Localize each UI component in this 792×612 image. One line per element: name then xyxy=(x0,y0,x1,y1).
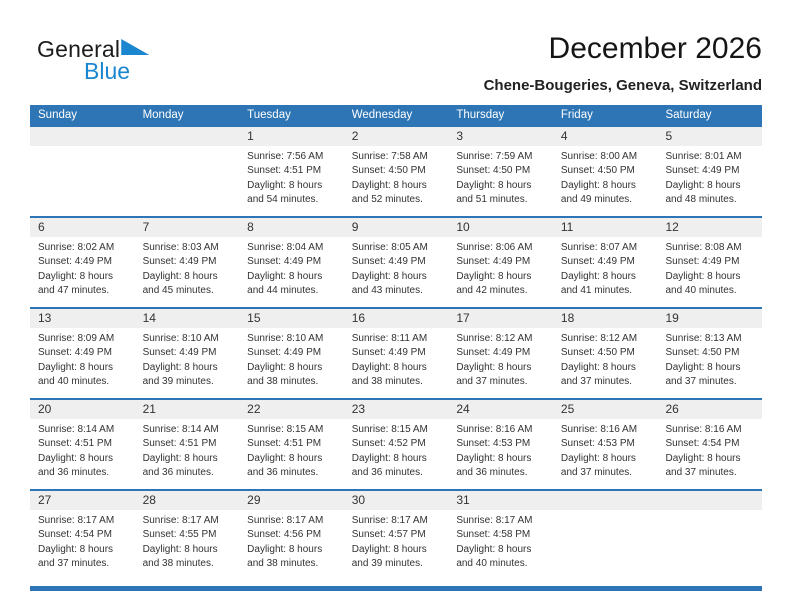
sunset-text: Sunset: 4:49 PM xyxy=(665,165,740,177)
day-cell-2 xyxy=(344,127,449,216)
sunset-text: Sunset: 4:49 PM xyxy=(38,256,112,268)
sunrise-text: Sunrise: 8:17 AM xyxy=(456,515,533,526)
sunset-text: Sunset: 4:50 PM xyxy=(456,165,531,177)
daylight-text-line1: Daylight: 8 hours xyxy=(665,179,741,191)
day-details xyxy=(344,237,449,298)
weekday-header-saturday: Saturday xyxy=(665,109,712,121)
day-details xyxy=(30,237,135,298)
daylight-text-line1: Daylight: 8 hours xyxy=(560,270,636,282)
day-number: 23 xyxy=(344,400,449,419)
sunset-text: Sunset: 4:49 PM xyxy=(456,347,531,359)
day-details xyxy=(553,328,658,389)
daylight-text-line1: Daylight: 8 hours xyxy=(665,361,741,373)
day-number: 6 xyxy=(30,218,135,237)
daylight-text-line1: Daylight: 8 hours xyxy=(142,361,218,373)
daylight-text-line2: and 38 minutes. xyxy=(247,557,319,569)
daylight-text-line2: and 38 minutes. xyxy=(247,375,319,387)
daylight-text-line2: and 37 minutes. xyxy=(38,557,110,569)
daylight-text-line1: Daylight: 8 hours xyxy=(456,452,532,464)
day-cell-30 xyxy=(344,491,449,580)
day-number xyxy=(553,491,658,510)
sunset-text: Sunset: 4:50 PM xyxy=(560,347,635,359)
sunset-text: Sunset: 4:57 PM xyxy=(351,529,426,541)
day-number: 1 xyxy=(239,127,344,146)
daylight-text-line2: and 43 minutes. xyxy=(351,284,423,296)
daylight-text-line2: and 39 minutes. xyxy=(142,375,214,387)
sunset-text: Sunset: 4:51 PM xyxy=(247,165,322,177)
week-row-2 xyxy=(30,216,762,307)
day-number: 28 xyxy=(135,491,240,510)
sunset-text: Sunset: 4:49 PM xyxy=(560,256,635,268)
sunset-text: Sunset: 4:49 PM xyxy=(665,256,740,268)
sunrise-text: Sunrise: 8:01 AM xyxy=(665,151,742,162)
daylight-text-line1: Daylight: 8 hours xyxy=(247,270,323,282)
sunrise-text: Sunrise: 8:17 AM xyxy=(351,515,428,526)
day-number: 18 xyxy=(553,309,658,328)
sunrise-text: Sunrise: 8:15 AM xyxy=(247,424,324,435)
day-cell-20 xyxy=(30,400,135,489)
day-details xyxy=(239,419,344,480)
day-number: 29 xyxy=(239,491,344,510)
daylight-text-line1: Daylight: 8 hours xyxy=(351,452,427,464)
logo-triangle-icon xyxy=(121,39,149,55)
day-number: 27 xyxy=(30,491,135,510)
sunset-text: Sunset: 4:52 PM xyxy=(351,438,426,450)
week-row-4 xyxy=(30,398,762,489)
day-number xyxy=(30,127,135,146)
day-details xyxy=(344,419,449,480)
daylight-text-line2: and 39 minutes. xyxy=(351,557,423,569)
daylight-text-line1: Daylight: 8 hours xyxy=(38,452,114,464)
sunrise-text: Sunrise: 8:17 AM xyxy=(142,515,219,526)
day-details xyxy=(448,237,553,298)
location-subtitle: Chene-Bougeries, Geneva, Switzerland xyxy=(483,77,762,94)
day-number: 20 xyxy=(30,400,135,419)
day-cell-19 xyxy=(657,309,762,398)
weekday-header-tuesday: Tuesday xyxy=(247,109,291,121)
day-details xyxy=(448,328,553,389)
day-details xyxy=(553,237,658,298)
daylight-text-line1: Daylight: 8 hours xyxy=(247,543,323,555)
sunset-text: Sunset: 4:49 PM xyxy=(38,347,112,359)
day-details xyxy=(657,419,762,480)
daylight-text-line1: Daylight: 8 hours xyxy=(351,543,427,555)
sunrise-text: Sunrise: 8:04 AM xyxy=(247,242,324,253)
day-details xyxy=(239,510,344,571)
daylight-text-line1: Daylight: 8 hours xyxy=(247,452,323,464)
weekday-header-thursday: Thursday xyxy=(456,109,505,121)
day-number: 3 xyxy=(448,127,553,146)
day-details xyxy=(30,328,135,389)
daylight-text-line1: Daylight: 8 hours xyxy=(456,179,532,191)
sunset-text: Sunset: 4:54 PM xyxy=(665,438,740,450)
day-details xyxy=(344,510,449,571)
sunrise-text: Sunrise: 8:02 AM xyxy=(38,242,115,253)
day-details xyxy=(448,510,553,571)
sunset-text: Sunset: 4:50 PM xyxy=(351,165,426,177)
day-cell-9 xyxy=(344,218,449,307)
day-details xyxy=(135,328,240,389)
day-details xyxy=(553,510,658,514)
sunrise-text: Sunrise: 8:16 AM xyxy=(456,424,533,435)
day-number: 25 xyxy=(553,400,658,419)
sunset-text: Sunset: 4:49 PM xyxy=(247,347,322,359)
logo xyxy=(37,36,149,85)
day-cell-26 xyxy=(657,400,762,489)
daylight-text-line2: and 37 minutes. xyxy=(560,466,633,478)
day-cell-21 xyxy=(135,400,240,489)
day-details xyxy=(657,146,762,207)
day-cell-12 xyxy=(657,218,762,307)
day-details xyxy=(239,328,344,389)
daylight-text-line2: and 45 minutes. xyxy=(142,284,214,296)
sunset-text: Sunset: 4:49 PM xyxy=(142,256,217,268)
daylight-text-line1: Daylight: 8 hours xyxy=(142,543,218,555)
day-number: 26 xyxy=(657,400,762,419)
daylight-text-line1: Daylight: 8 hours xyxy=(456,361,532,373)
sunset-text: Sunset: 4:53 PM xyxy=(560,438,635,450)
daylight-text-line2: and 36 minutes. xyxy=(351,466,423,478)
day-number: 2 xyxy=(344,127,449,146)
daylight-text-line2: and 40 minutes. xyxy=(665,284,737,296)
sunset-text: Sunset: 4:50 PM xyxy=(665,347,740,359)
daylight-text-line1: Daylight: 8 hours xyxy=(456,270,532,282)
day-cell-22 xyxy=(239,400,344,489)
calendar-table xyxy=(30,105,762,580)
day-details xyxy=(30,510,135,571)
daylight-text-line2: and 40 minutes. xyxy=(38,375,110,387)
day-number: 19 xyxy=(657,309,762,328)
sunset-text: Sunset: 4:51 PM xyxy=(247,438,322,450)
day-details xyxy=(553,146,658,207)
day-details xyxy=(239,237,344,298)
title-block xyxy=(484,32,762,94)
sunrise-text: Sunrise: 7:56 AM xyxy=(247,151,324,162)
daylight-text-line2: and 36 minutes. xyxy=(247,466,319,478)
weekday-header-monday: Monday xyxy=(142,109,184,121)
day-details xyxy=(657,510,762,514)
weekday-header-wednesday: Wednesday xyxy=(351,109,413,121)
sunrise-text: Sunrise: 8:15 AM xyxy=(351,424,428,435)
day-cell-6 xyxy=(30,218,135,307)
sunrise-text: Sunrise: 8:03 AM xyxy=(142,242,219,253)
daylight-text-line1: Daylight: 8 hours xyxy=(665,452,741,464)
day-cell-10 xyxy=(448,218,553,307)
empty-day-cell xyxy=(30,127,135,216)
daylight-text-line2: and 49 minutes. xyxy=(560,193,633,205)
day-details xyxy=(30,146,135,150)
day-number: 30 xyxy=(344,491,449,510)
day-cell-24 xyxy=(448,400,553,489)
day-number: 16 xyxy=(344,309,449,328)
daylight-text-line2: and 47 minutes. xyxy=(38,284,110,296)
sunrise-text: Sunrise: 8:10 AM xyxy=(142,333,219,344)
daylight-text-line1: Daylight: 8 hours xyxy=(247,179,323,191)
sunset-text: Sunset: 4:53 PM xyxy=(456,438,531,450)
daylight-text-line1: Daylight: 8 hours xyxy=(142,452,218,464)
day-number: 22 xyxy=(239,400,344,419)
footer-bar xyxy=(30,586,762,591)
day-number: 7 xyxy=(135,218,240,237)
daylight-text-line1: Daylight: 8 hours xyxy=(351,179,427,191)
daylight-text-line2: and 36 minutes. xyxy=(142,466,214,478)
day-number: 5 xyxy=(657,127,762,146)
weekday-header-friday: Friday xyxy=(560,109,593,121)
sunset-text: Sunset: 4:49 PM xyxy=(351,256,426,268)
day-cell-29 xyxy=(239,491,344,580)
sunrise-text: Sunrise: 8:13 AM xyxy=(665,333,742,344)
day-number: 15 xyxy=(239,309,344,328)
day-cell-16 xyxy=(344,309,449,398)
week-row-5 xyxy=(30,489,762,580)
daylight-text-line2: and 36 minutes. xyxy=(38,466,110,478)
logo-text-general: General xyxy=(37,36,121,62)
sunrise-text: Sunrise: 8:12 AM xyxy=(560,333,638,344)
day-number xyxy=(135,127,240,146)
daylight-text-line1: Daylight: 8 hours xyxy=(665,270,741,282)
day-cell-15 xyxy=(239,309,344,398)
day-number: 17 xyxy=(448,309,553,328)
day-number: 31 xyxy=(448,491,553,510)
day-details xyxy=(657,328,762,389)
daylight-text-line1: Daylight: 8 hours xyxy=(351,361,427,373)
sunset-text: Sunset: 4:49 PM xyxy=(247,256,322,268)
day-number: 24 xyxy=(448,400,553,419)
sunrise-text: Sunrise: 8:09 AM xyxy=(38,333,115,344)
weekday-header-sunday: Sunday xyxy=(38,109,78,121)
daylight-text-line2: and 44 minutes. xyxy=(247,284,319,296)
day-cell-28 xyxy=(135,491,240,580)
day-cell-11 xyxy=(553,218,658,307)
day-details xyxy=(135,510,240,571)
sunrise-text: Sunrise: 8:12 AM xyxy=(456,333,533,344)
sunrise-text: Sunrise: 8:10 AM xyxy=(247,333,324,344)
sunrise-text: Sunrise: 8:14 AM xyxy=(38,424,115,435)
daylight-text-line2: and 52 minutes. xyxy=(351,193,423,205)
daylight-text-line1: Daylight: 8 hours xyxy=(560,179,636,191)
daylight-text-line2: and 38 minutes. xyxy=(351,375,423,387)
sunrise-text: Sunrise: 8:00 AM xyxy=(560,151,638,162)
day-number: 12 xyxy=(657,218,762,237)
day-details xyxy=(344,328,449,389)
day-details xyxy=(657,237,762,298)
daylight-text-line2: and 37 minutes. xyxy=(665,375,737,387)
daylight-text-line1: Daylight: 8 hours xyxy=(351,270,427,282)
month-title: December 2026 xyxy=(548,32,762,65)
daylight-text-line2: and 37 minutes. xyxy=(665,466,737,478)
sunrise-text: Sunrise: 8:05 AM xyxy=(351,242,428,253)
day-cell-23 xyxy=(344,400,449,489)
day-number: 13 xyxy=(30,309,135,328)
day-cell-31 xyxy=(448,491,553,580)
sunset-text: Sunset: 4:56 PM xyxy=(247,529,322,541)
sunset-text: Sunset: 4:49 PM xyxy=(456,256,531,268)
day-details xyxy=(344,146,449,207)
sunset-text: Sunset: 4:54 PM xyxy=(38,529,112,541)
day-details xyxy=(135,146,240,150)
weekday-header-row xyxy=(30,105,762,125)
day-cell-25 xyxy=(553,400,658,489)
empty-day-cell xyxy=(657,491,762,580)
calendar-weeks xyxy=(30,125,762,580)
sunrise-text: Sunrise: 8:17 AM xyxy=(247,515,324,526)
sunrise-text: Sunrise: 8:16 AM xyxy=(560,424,638,435)
day-cell-4 xyxy=(553,127,658,216)
day-cell-18 xyxy=(553,309,658,398)
sunrise-text: Sunrise: 7:58 AM xyxy=(351,151,428,162)
day-cell-17 xyxy=(448,309,553,398)
sunrise-text: Sunrise: 8:11 AM xyxy=(351,333,428,344)
daylight-text-line2: and 40 minutes. xyxy=(456,557,528,569)
sunset-text: Sunset: 4:51 PM xyxy=(38,438,112,450)
daylight-text-line2: and 37 minutes. xyxy=(560,375,633,387)
day-number: 4 xyxy=(553,127,658,146)
day-cell-1 xyxy=(239,127,344,216)
daylight-text-line2: and 37 minutes. xyxy=(456,375,528,387)
sunset-text: Sunset: 4:58 PM xyxy=(456,529,531,541)
day-details xyxy=(30,419,135,480)
daylight-text-line2: and 38 minutes. xyxy=(142,557,214,569)
day-number xyxy=(657,491,762,510)
sunset-text: Sunset: 4:50 PM xyxy=(560,165,635,177)
daylight-text-line1: Daylight: 8 hours xyxy=(38,270,114,282)
daylight-text-line2: and 36 minutes. xyxy=(456,466,528,478)
sunrise-text: Sunrise: 8:17 AM xyxy=(38,515,115,526)
day-number: 14 xyxy=(135,309,240,328)
daylight-text-line1: Daylight: 8 hours xyxy=(560,361,636,373)
daylight-text-line1: Daylight: 8 hours xyxy=(38,543,114,555)
sunset-text: Sunset: 4:49 PM xyxy=(351,347,426,359)
daylight-text-line2: and 41 minutes. xyxy=(560,284,633,296)
day-number: 10 xyxy=(448,218,553,237)
daylight-text-line1: Daylight: 8 hours xyxy=(456,543,532,555)
daylight-text-line1: Daylight: 8 hours xyxy=(247,361,323,373)
daylight-text-line2: and 48 minutes. xyxy=(665,193,737,205)
day-number: 9 xyxy=(344,218,449,237)
day-details xyxy=(448,419,553,480)
day-number: 8 xyxy=(239,218,344,237)
day-number: 21 xyxy=(135,400,240,419)
empty-day-cell xyxy=(553,491,658,580)
logo-text-blue: Blue xyxy=(84,58,131,84)
sunrise-text: Sunrise: 8:14 AM xyxy=(142,424,219,435)
week-row-1 xyxy=(30,125,762,216)
day-details xyxy=(239,146,344,207)
sunset-text: Sunset: 4:51 PM xyxy=(142,438,217,450)
day-cell-27 xyxy=(30,491,135,580)
empty-day-cell xyxy=(135,127,240,216)
day-cell-3 xyxy=(448,127,553,216)
daylight-text-line1: Daylight: 8 hours xyxy=(142,270,218,282)
day-number: 11 xyxy=(553,218,658,237)
daylight-text-line2: and 51 minutes. xyxy=(456,193,528,205)
day-details xyxy=(135,237,240,298)
day-details xyxy=(135,419,240,480)
day-cell-8 xyxy=(239,218,344,307)
day-cell-14 xyxy=(135,309,240,398)
daylight-text-line1: Daylight: 8 hours xyxy=(38,361,114,373)
day-details xyxy=(448,146,553,207)
sunrise-text: Sunrise: 7:59 AM xyxy=(456,151,533,162)
daylight-text-line2: and 54 minutes. xyxy=(247,193,319,205)
daylight-text-line1: Daylight: 8 hours xyxy=(560,452,636,464)
sunset-text: Sunset: 4:55 PM xyxy=(142,529,217,541)
sunrise-text: Sunrise: 8:07 AM xyxy=(560,242,638,253)
sunrise-text: Sunrise: 8:08 AM xyxy=(665,242,742,253)
sunset-text: Sunset: 4:49 PM xyxy=(142,347,217,359)
week-row-3 xyxy=(30,307,762,398)
day-cell-13 xyxy=(30,309,135,398)
day-cell-5 xyxy=(657,127,762,216)
daylight-text-line2: and 42 minutes. xyxy=(456,284,528,296)
sunrise-text: Sunrise: 8:16 AM xyxy=(665,424,742,435)
day-details xyxy=(553,419,658,480)
day-cell-7 xyxy=(135,218,240,307)
sunrise-text: Sunrise: 8:06 AM xyxy=(456,242,533,253)
